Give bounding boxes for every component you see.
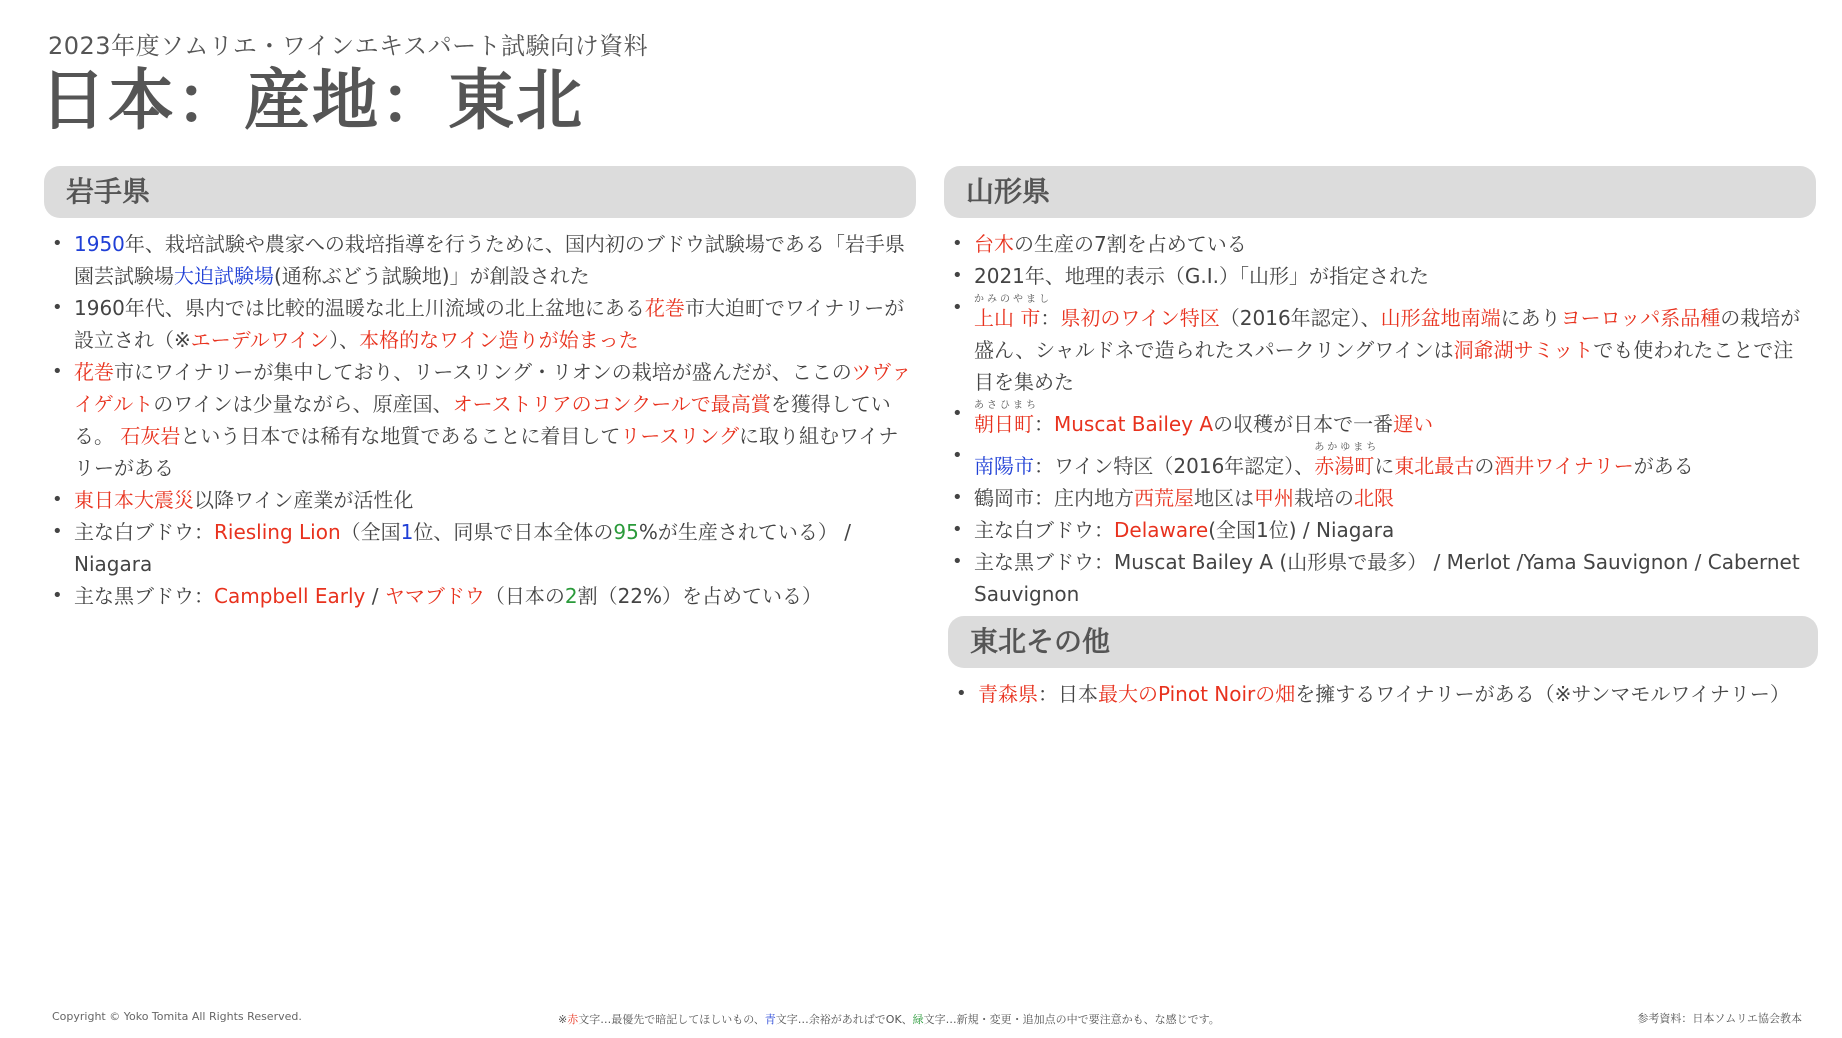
section-heading-iwate: 岩手県 xyxy=(44,166,916,218)
list-item: • 青森県：日本最大のPinot Noirの畑を擁するワイナリーがある（※サンマモルワイナリー） xyxy=(948,678,1808,710)
section-heading-tohoku-other: 東北その他 xyxy=(948,616,1818,668)
section-heading-yamagata: 山形県 xyxy=(944,166,1816,218)
list-item: • 主な白ブドウ：Riesling Lion（全国1位、同県で日本全体の95%が生産されている） / Niagara xyxy=(44,516,914,580)
page-subtitle: 2023年度ソムリエ・ワインエキスパート試験向け資料 xyxy=(48,32,649,60)
furigana: • あさひまち xyxy=(974,400,1039,411)
copyright-text: Copyright © Yoko Tomita All Rights Reserved. xyxy=(52,1010,302,1023)
list-item: • 2021年、地理的表示（G.I.）「山形」が指定された xyxy=(944,260,1804,292)
list-item: • 主な黒ブドウ：Muscat Bailey A (山形県で最多） / Merlot /Yama Sauvignon / Cabernet Sauvignon xyxy=(944,546,1804,610)
reference-text: 参考資料：日本ソムリエ協会教本 xyxy=(1637,1012,1802,1025)
list-item: • 1950年、栽培試験や農家への栽培指導を行うために、国内初のブドウ試験場である「岩手県園芸試験場大迫試験場(通称ぶどう試験地)」が創設された xyxy=(44,228,914,292)
furigana: あかゆまち xyxy=(1314,442,1380,453)
list-item: • 花巻市にワイナリーが集中しており、リースリング・リオンの栽培が盛んだが、ここのツヴァイゲルトのワインは少量ながら、原産国、オーストリアのコンクールで最高賞を獲得している。 石灰岩という日本では稀有な地質であることに着目してリースリングに取り組むワイナリーがある xyxy=(44,356,914,484)
list-item: • 台木の生産の7割を占めている xyxy=(944,228,1804,260)
iwate-list xyxy=(44,228,914,612)
tohoku-other-list xyxy=(948,678,1808,710)
list-item: • あさひまち 朝日町：Muscat Bailey Aの収穫が日本で一番遅い xyxy=(944,398,1804,440)
list-item: • かみのやまし 上山 市：県初のワイン特区（2016年認定）、山形盆地南端にありヨーロッパ系品種の栽培が盛ん、シャルドネで造られたスパークリングワインは洞爺湖サミットでも使われたことで注目を集めた xyxy=(944,292,1804,398)
color-legend-note: ※赤文字…最優先で暗記してほしいもの、青文字…余裕があればでOK、緑文字…新規・変更・追加点の中で要注意かも、な感じです。 xyxy=(558,1013,1220,1026)
list-item: • 主な白ブドウ：Delaware(全国1位) / Niagara xyxy=(944,514,1804,546)
yamagata-list xyxy=(944,228,1804,610)
furigana: • かみのやまし xyxy=(974,294,1052,305)
list-item: • 南陽市：ワイン特区（2016年認定）、 あかゆまち 赤湯町に東北最古の酒井ワイナリーがある xyxy=(944,440,1804,482)
list-item: • 1960年代、県内では比較的温暖な北上川流域の北上盆地にある花巻市大迫町でワイナリーが設立され（※エーデルワイン）、本格的なワイン造りが始まった xyxy=(44,292,914,356)
page-title: 日本：産地：東北 xyxy=(40,62,584,139)
list-item: • 主な黒ブドウ：Campbell Early / ヤマブドウ（日本の2割（22%）を占めている） xyxy=(44,580,914,612)
list-item: • 鶴岡市：庄内地方西荒屋地区は甲州栽培の北限 xyxy=(944,482,1804,514)
list-item: • 東日本大震災以降ワイン産業が活性化 xyxy=(44,484,914,516)
